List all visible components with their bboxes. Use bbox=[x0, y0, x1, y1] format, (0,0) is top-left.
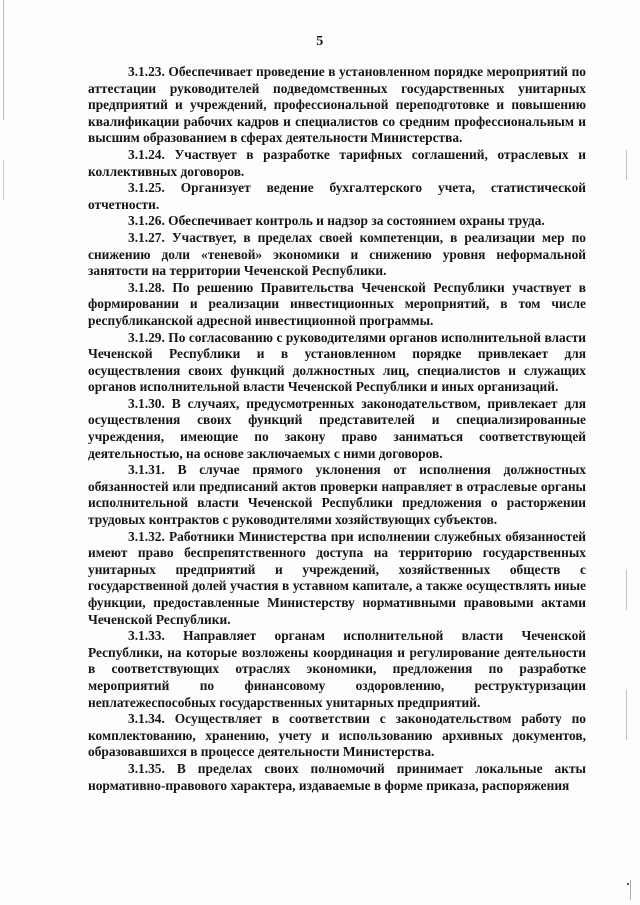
paragraph-3-1-35: 3.1.35. В пределах своих полномочий принимает локальные акты нормативно-правового характера, издаваемые в форме приказа, распоряжения bbox=[88, 760, 586, 793]
paragraph-3-1-25: 3.1.25. Организует ведение бухгалтерского учета, статистической отчетности. bbox=[88, 180, 586, 212]
scan-edge-artifact bbox=[3, 160, 4, 200]
paragraph-3-1-23: 3.1.23. Обеспечивает проведение в установленном порядке мероприятий по аттестации руководителей подведомственных государственных унитарных предприятий и учреждений, профессиональной переподготовке и повышению квалификации рабочих кадров и специалистов со средним профессиональным и высшим образованием в сферах деятельности Министерства. bbox=[88, 64, 586, 146]
paragraph-3-1-27: 3.1.27. Участвует, в пределах своей компетенции, в реализации мер по снижению доли «теневой» экономики и снижению уровня неформальной занятости на территории Чеченской Республики. bbox=[88, 229, 586, 279]
scan-edge-artifact bbox=[626, 150, 627, 180]
scan-edge-artifact bbox=[3, 0, 4, 120]
paragraph-3-1-33: 3.1.33. Направляет органам исполнительной власти Чеченской Республики, на которые возложены координация и регулирование деятельности в соответствующих отраслях экономики, предложения по разработке мероприятий по финансовому оздоровлению, реструктуризации неплатежеспособных государственных унитарных предприятий. bbox=[88, 628, 586, 710]
scan-edge-artifact bbox=[626, 690, 627, 740]
paragraph-3-1-29: 3.1.29. По согласованию с руководителями органов исполнительной власти Чеченской Республики и в установленном порядке привлекает для осуществления своих функций должностных лиц, специалистов и служащих органов исполнительной власти Чеченской Республики и иных организаций. bbox=[88, 329, 586, 395]
paragraph-3-1-30: 3.1.30. В случаях, предусмотренных законодательством, привлекает для осуществления своих функций представителей и специализированные учреждения, имеющие по закону право заниматься соответствующей деятельностью, на основе заключаемых с ними договоров. bbox=[88, 395, 586, 461]
scan-dot bbox=[627, 883, 629, 885]
scan-edge-artifact bbox=[630, 880, 631, 900]
paragraph-3-1-34: 3.1.34. Осуществляет в соответствии с законодательством работу по комплектованию, хранению, учету и использованию архивных документов, образовавшихся в процессе деятельности Министерства. bbox=[88, 711, 586, 760]
paragraph-3-1-28: 3.1.28. По решению Правительства Чеченской Республики участвует в формировании и реализации инвестиционных мероприятий, в том числе республиканской адресной инвестиционной программы. bbox=[88, 279, 586, 328]
document-body bbox=[88, 64, 586, 794]
paragraph-3-1-24: 3.1.24. Участвует в разработке тарифных соглашений, отраслевых и коллективных договоров. bbox=[88, 146, 586, 179]
paragraph-3-1-26: 3.1.26. Обеспечивает контроль и надзор за состоянием охраны труда. bbox=[128, 213, 545, 229]
scan-edge-artifact bbox=[626, 570, 627, 610]
page-number: 5 bbox=[316, 34, 324, 49]
paragraph-3-1-32: 3.1.32. Работники Министерства при исполнении служебных обязанностей имеют право беспрепятственного доступа на территорию государственных унитарных предприятий и учреждений, хозяйственных обществ с государственной долей участия в уставном капитале, а также осуществлять иные функции, предоставленные Министерству нормативными правовыми актами Чеченской Республики. bbox=[88, 528, 586, 627]
paragraph-3-1-31: 3.1.31. В случае прямого уклонения от исполнения должностных обязанностей или предписаний актов проверки направляет в отраслевые органы исполнительной власти Чеченской Республики предложения о расторжении трудовых контрактов с руководителями хозяйствующих субъектов. bbox=[88, 462, 586, 528]
